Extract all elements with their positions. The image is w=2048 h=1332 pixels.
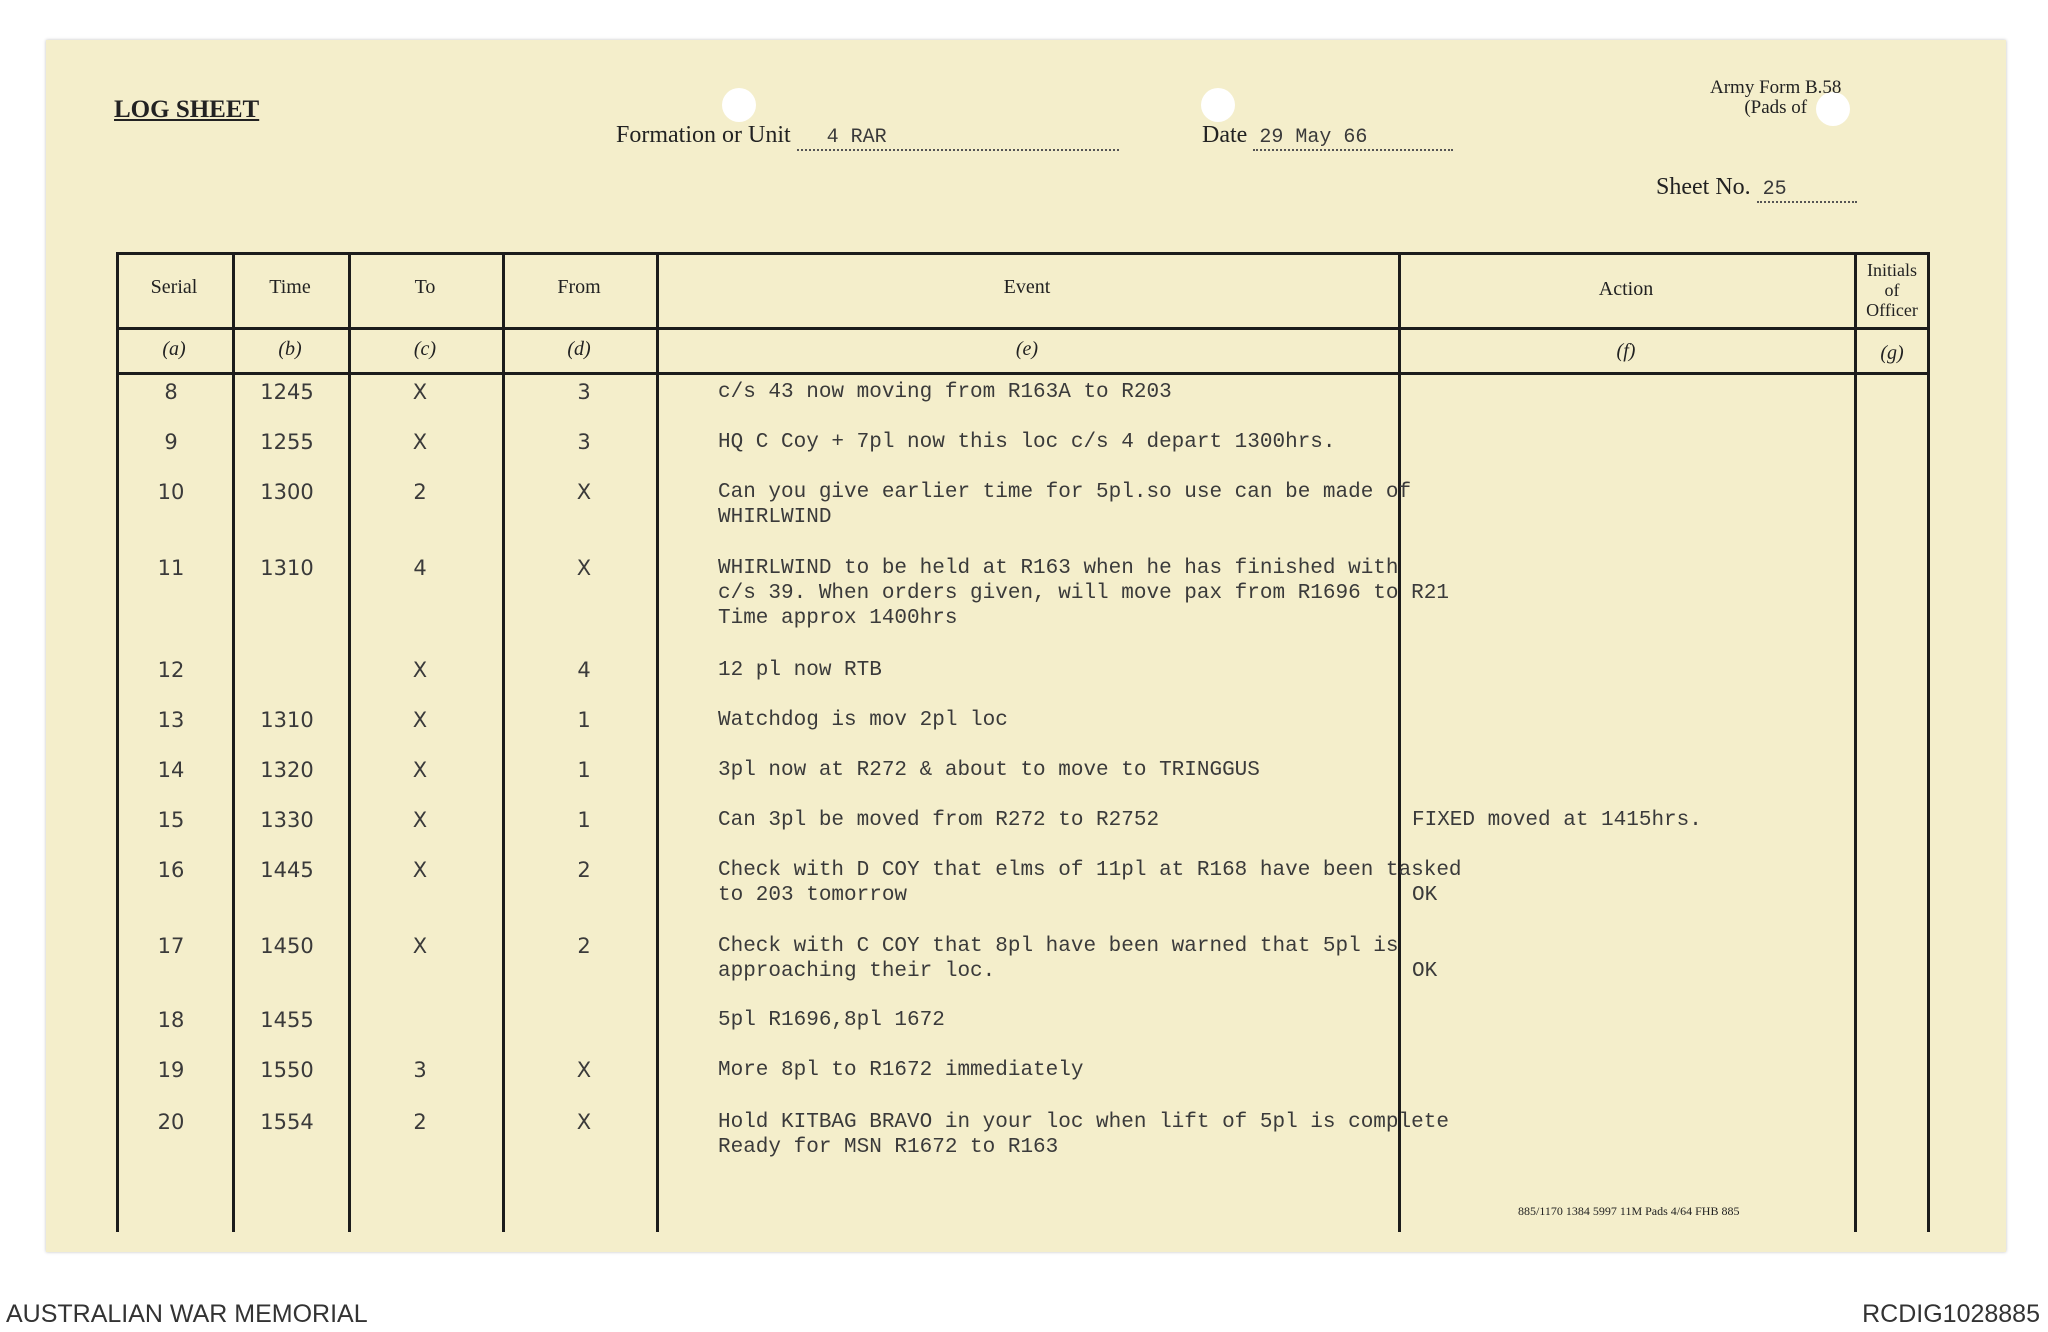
row-action: OK	[1412, 884, 1438, 907]
date-value: 29 May 66	[1259, 126, 1368, 149]
row-event: 5pl R1696,8pl 1672	[718, 1009, 945, 1032]
row-from: X	[576, 1058, 592, 1082]
row-time: 1310	[260, 556, 314, 580]
row-time: 1320	[260, 758, 314, 782]
col-header-from: From	[557, 276, 601, 298]
row-event: Can you give earlier time for 5pl.so use can be made of WHIRLWIND	[718, 481, 1412, 529]
formation-label: Formation or Unit	[616, 122, 791, 148]
row-action: OK	[1412, 960, 1438, 983]
form-number	[1710, 78, 1841, 118]
row-serial: 14	[157, 758, 185, 782]
row-serial: 11	[157, 556, 185, 580]
row-time: 1310	[260, 708, 314, 732]
col-header-action: Action	[1598, 278, 1654, 300]
row-to: X	[412, 658, 428, 682]
row-event: Can 3pl be moved from R272 to R2752	[718, 809, 1160, 832]
row-event: Check with C COY that 8pl have been warned that 5pl is approaching their loc.	[718, 935, 1399, 983]
row-from: 3	[577, 430, 591, 454]
col-header-time: Time	[269, 276, 311, 298]
row-serial: 19	[157, 1058, 185, 1082]
row-from: 1	[577, 758, 591, 782]
sheet-number-field	[1656, 174, 1857, 203]
row-serial: 17	[157, 934, 185, 958]
row-serial: 20	[157, 1110, 185, 1134]
row-action: FIXED moved at 1415hrs.	[1412, 809, 1702, 832]
print-code: 885/1170 1384 5997 11M Pads 4/64 FHB 885	[1518, 1204, 1740, 1218]
row-to: X	[412, 708, 428, 732]
log-table	[116, 252, 1930, 1232]
form-number-line1: Army Form B.58	[1710, 77, 1842, 98]
col-header-initials: Initials of Officer	[1866, 260, 1918, 320]
row-to: X	[412, 858, 428, 882]
col-header-to: To	[414, 276, 436, 298]
col-sub-a: (a)	[162, 338, 186, 360]
header-divider	[116, 327, 1930, 330]
row-to: 2	[413, 1110, 427, 1134]
col-sub-b: (b)	[278, 338, 302, 360]
col-sub-e: (e)	[1015, 338, 1039, 360]
row-to: X	[412, 380, 428, 404]
col-header-event: Event	[1003, 276, 1051, 298]
row-event: Check with D COY that elms of 11pl at R168 have been tasked to 203 tomorrow	[718, 859, 1462, 907]
row-time: 1330	[260, 808, 314, 832]
row-from: 1	[577, 808, 591, 832]
row-from: 2	[577, 934, 591, 958]
row-event: 12 pl now RTB	[718, 659, 882, 682]
date-label: Date	[1202, 122, 1248, 148]
date-field	[1202, 122, 1453, 151]
log-sheet-paper	[46, 40, 2006, 1252]
row-to: X	[412, 934, 428, 958]
credit-right: RCDIG1028885	[1862, 1300, 2040, 1328]
row-event: More 8pl to R1672 immediately	[718, 1059, 1084, 1082]
row-from: 4	[577, 658, 591, 682]
formation-field	[616, 122, 1119, 151]
col-header-serial: Serial	[150, 276, 198, 298]
credit-left: AUSTRALIAN WAR MEMORIAL	[6, 1300, 368, 1328]
row-serial: 13	[157, 708, 185, 732]
row-time: 1550	[260, 1058, 314, 1082]
sheet-number-value: 25	[1762, 178, 1787, 201]
punch-hole-left	[722, 88, 756, 122]
row-from: X	[576, 1110, 592, 1134]
sheet-title: LOG SHEET	[114, 96, 260, 123]
row-from: X	[576, 480, 592, 504]
col-rule-7	[1927, 252, 1930, 1232]
row-time: 1255	[260, 430, 314, 454]
col-rule-6	[1854, 252, 1857, 1232]
row-to: X	[412, 430, 428, 454]
row-time: 1450	[260, 934, 314, 958]
row-from: 1	[577, 708, 591, 732]
row-serial: 12	[157, 658, 185, 682]
row-time: 1300	[260, 480, 314, 504]
row-event: HQ C Coy + 7pl now this loc c/s 4 depart 1300hrs.	[718, 431, 1336, 454]
row-to: 4	[413, 556, 427, 580]
row-event: Watchdog is mov 2pl loc	[718, 709, 1008, 732]
row-to: X	[412, 758, 428, 782]
row-event: c/s 43 now moving from R163A to R203	[718, 381, 1172, 404]
row-serial: 18	[157, 1008, 185, 1032]
col-sub-f: (f)	[1616, 340, 1636, 362]
row-time: 1554	[260, 1110, 314, 1134]
row-event: WHIRLWIND to be held at R163 when he has finished with c/s 39. When orders given, will move pax from R1696 to R21 Time approx 1400hrs	[718, 557, 1449, 630]
row-to: 2	[413, 480, 427, 504]
row-event: 3pl now at R272 & about to move to TRINGGUS	[718, 759, 1260, 782]
sheet-number-label: Sheet No.	[1656, 174, 1751, 200]
row-to: 3	[413, 1058, 427, 1082]
row-time: 1245	[260, 380, 314, 404]
form-number-line2: (Pads of	[1744, 97, 1808, 118]
col-sub-g: (g)	[1880, 342, 1904, 364]
subheader-divider	[116, 372, 1930, 375]
row-from: X	[576, 556, 592, 580]
row-time: 1455	[260, 1008, 314, 1032]
row-event: Hold KITBAG BRAVO in your loc when lift of 5pl is complete Ready for MSN R1672 to R163	[718, 1111, 1449, 1159]
col-rule-5	[1398, 252, 1401, 1232]
row-serial: 9	[164, 430, 178, 454]
row-to: X	[412, 808, 428, 832]
formation-value: 4 RAR	[826, 126, 887, 149]
row-serial: 16	[157, 858, 185, 882]
col-sub-d: (d)	[567, 338, 591, 360]
row-serial: 10	[157, 480, 185, 504]
row-serial: 15	[157, 808, 185, 832]
row-from: 3	[577, 380, 591, 404]
table-top-rule	[116, 252, 1930, 255]
row-serial: 8	[164, 380, 178, 404]
row-time: 1445	[260, 858, 314, 882]
punch-hole-center	[1201, 88, 1235, 122]
row-from: 2	[577, 858, 591, 882]
col-sub-c: (c)	[413, 338, 437, 360]
